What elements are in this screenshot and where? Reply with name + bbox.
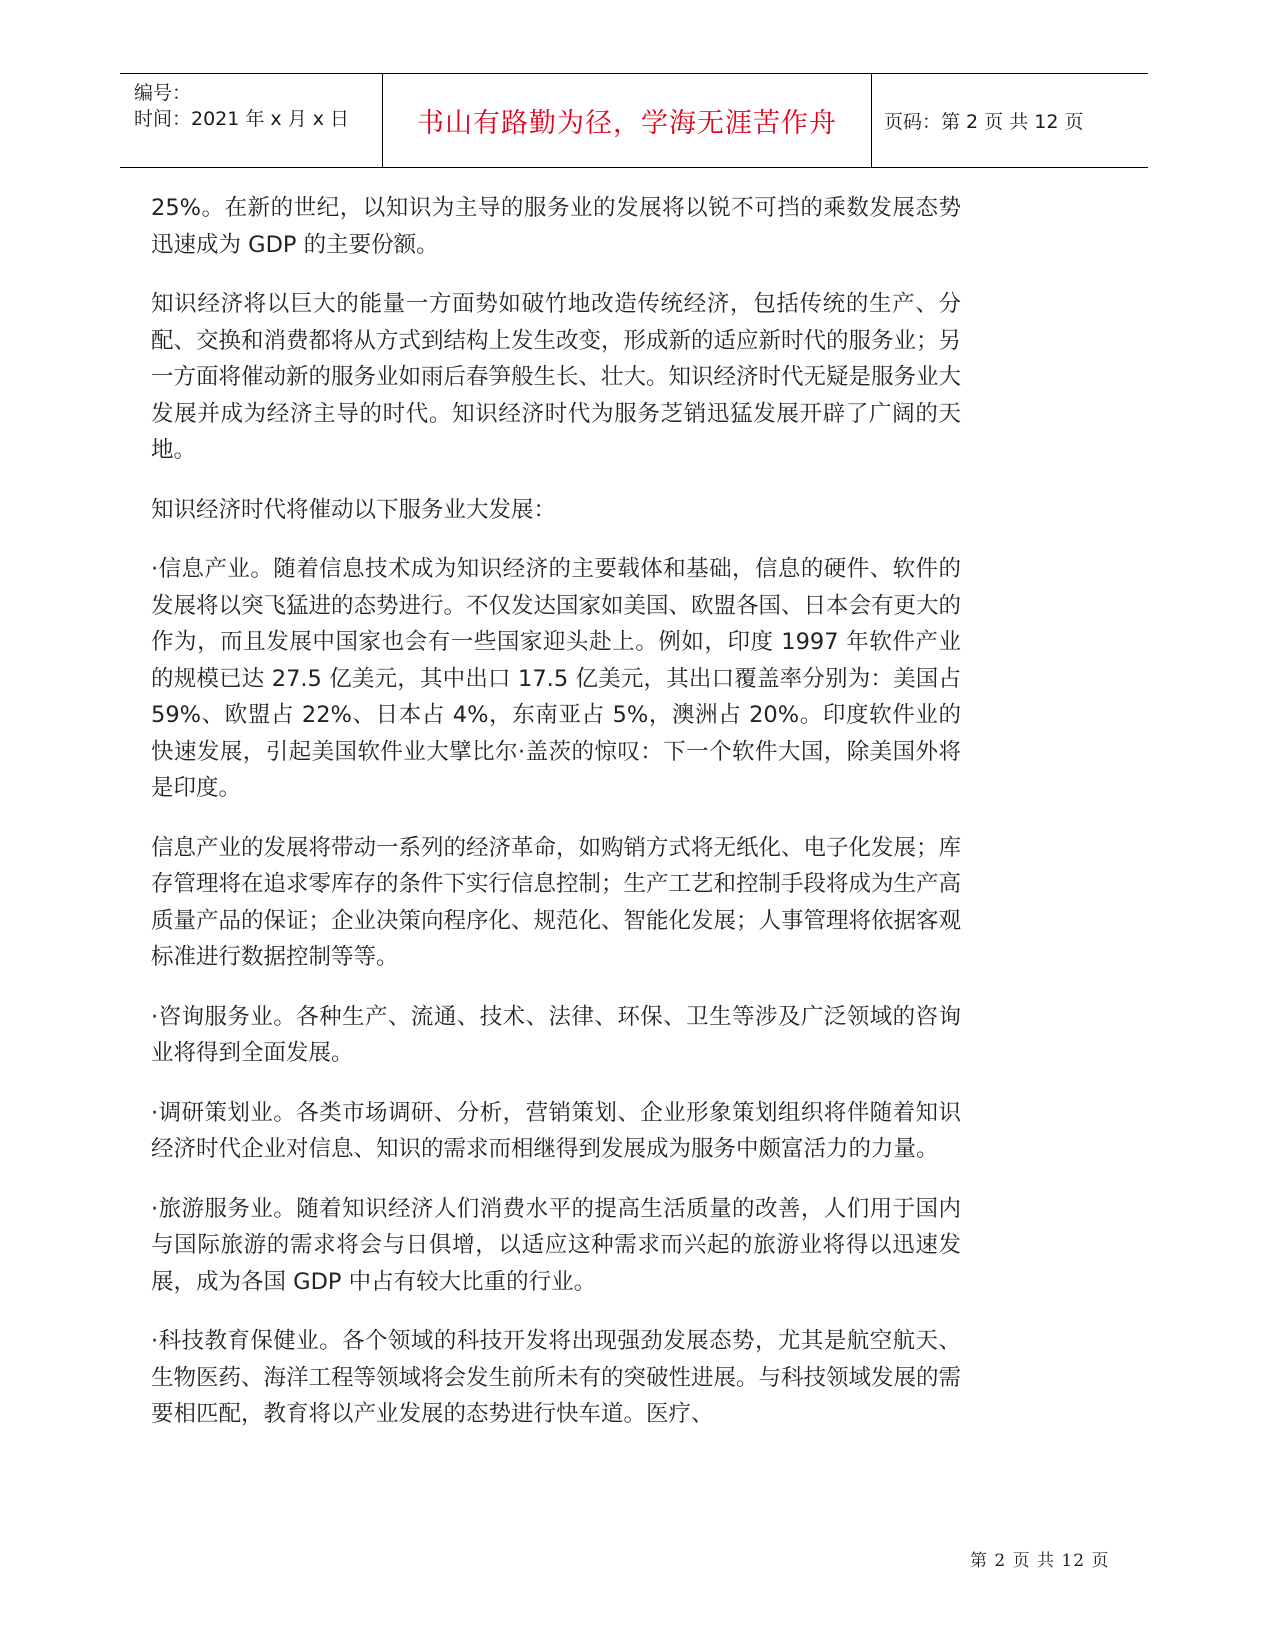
header-info-cell [120, 74, 383, 167]
document-body [151, 190, 961, 1456]
paragraph: 知识经济时代将催动以下服务业大发展： [151, 496, 557, 523]
paragraph: 信息产业的发展将带动一系列的经济革命，如购销方式将无纸化、电子化发展；库存管理将在追求零库存的条件下实行信息控制；生产工艺和控制手段将成为生产高质量产品的保证；企业决策向程序化、规范化、智能化发展；人事管理将依据客观标准进行数据控制等等。 [151, 834, 962, 970]
paragraph: ·咨询服务业。各种生产、流通、技术、法律、环保、卫生等涉及广泛领域的咨询业将得到全面发展。 [151, 1003, 961, 1066]
header-page-cell [872, 74, 1148, 167]
paragraph: ·科技教育保健业。各个领域的科技开发将出现强劲发展态势，尤其是航空航天、生物医药、海洋工程等领域将会发生前所未有的突破性进展。与科技领域发展的需要相匹配，教育将以产业发展的态势进行快车道。医疗、 [151, 1328, 962, 1427]
page-footer: 第 2 页 共 12 页 [970, 1551, 1110, 1571]
document-header [120, 73, 1148, 168]
paragraph: ·调研策划业。各类市场调研、分析，营销策划、企业形象策划组织将伴随着知识经济时代企业对信息、知识的需求而相继得到发展成为服务中颇富活力的力量。 [151, 1099, 961, 1162]
paragraph: ·信息产业。随着信息技术成为知识经济的主要载体和基础，信息的硬件、软件的发展将以突飞猛进的态势进行。不仅发达国家如美国、欧盟各国、日本会有更大的作为，而且发展中国家也会有一些国家迎头赴上。例如，印度 1997 年软件产业的规模已达 27.5 亿美元，其中出口 17.5 亿美元，其出口覆盖率分别为：美国占 59%、欧盟占 22%、日本占 4%，东南亚占 5%，澳洲占 20%。印度软件业的快速发展，引起美国软件业大擘比尔·盖茨的惊叹：下一个软件大国，除美国外将是印度。 [151, 556, 962, 801]
code-label: 编号： [134, 82, 192, 104]
paragraph: ·旅游服务业。随着知识经济人们消费水平的提高生活质量的改善，人们用于国内与国际旅游的需求将会与日俱增，以适应这种需求而兴起的旅游业将得以迅速发展，成为各国 GDP 中占有较大比重的行业。 [151, 1195, 961, 1295]
header-motto-cell [383, 74, 872, 167]
time-label: 时间：2021 年 x 月 x 日 [134, 108, 350, 130]
paragraph: 知识经济将以巨大的能量一方面势如破竹地改造传统经济，包括传统的生产、分配、交换和消费都将从方式到结构上发生改变，形成新的适应新时代的服务业；另一方面将催动新的服务业如雨后春笋般生长、壮大。知识经济时代无疑是服务业大发展并成为经济主导的时代。知识经济时代为服务芝销迅猛发展开辟了广阔的天地。 [151, 291, 962, 463]
motto-text: 书山有路勤为径，学海无涯苦作舟 [417, 108, 837, 139]
paragraph: 25%。在新的世纪，以知识为主导的服务业的发展将以锐不可挡的乘数发展态势迅速成为 GDP 的主要份额。 [151, 195, 961, 258]
page-number-label: 页码：第 2 页 共 12 页 [884, 111, 1084, 133]
